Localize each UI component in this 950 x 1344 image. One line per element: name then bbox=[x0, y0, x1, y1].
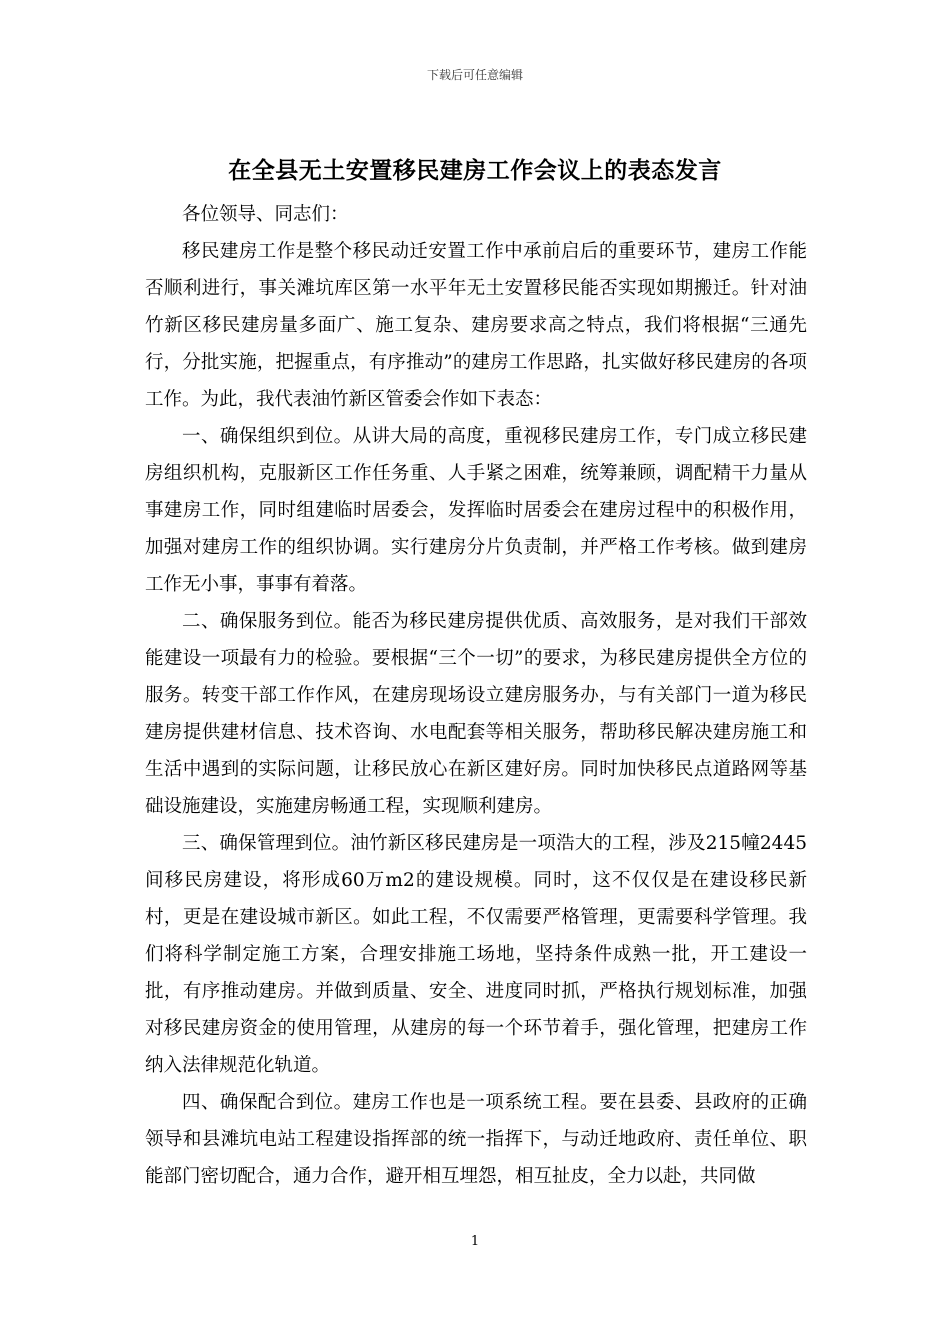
header-note: 下载后可任意编辑 bbox=[426, 68, 523, 82]
document-body bbox=[145, 196, 807, 1195]
document-title: 在全县无土安置移民建房工作会议上的表态发言 bbox=[228, 158, 722, 184]
salutation: 各位领导、同志们： bbox=[182, 204, 349, 225]
paragraph-cooperation: 四、确保配合到位。建房工作也是一项系统工程。要在县委、县政府的正确领导和县滩坑电站工程建设指挥部的统一指挥下，与动迁地政府、责任单位、职能部门密切配合，通力合作，避开相互埋怨，相互扯皮，全力以赴，共同做 bbox=[145, 1092, 807, 1187]
paragraph-organization: 一、确保组织到位。从讲大局的高度，重视移民建房工作，专门成立移民建房组织机构，克服新区工作任务重、人手紧之困难，统筹兼顾，调配精干力量从事建房工作，同时组建临时居委会，发挥临时居委会在建房过程中的积极作用，加强对建房工作的组织协调。实行建房分片负责制，并严格工作考核。做到建房工作无小事，事事有着落。 bbox=[145, 426, 807, 595]
paragraph-management: 三、确保管理到位。油竹新区移民建房是一项浩大的工程，涉及215幢2445间移民房建设，将形成60万m2的建设规模。同时，这不仅仅是在建设移民新村，更是在建设城市新区。如此工程，不仅需要严格管理，更需要科学管理。我们将科学制定施工方案，合理安排施工场地，坚持条件成熟一批，开工建设一批，有序推动建房。并做到质量、安全、进度同时抓，严格执行规划标准，加强对移民建房资金的使用管理，从建房的每一个环节着手，强化管理，把建房工作纳入法律规范化轨道。 bbox=[145, 833, 807, 1076]
paragraph-service: 二、确保服务到位。能否为移民建房提供优质、高效服务，是对我们干部效能建设一项最有力的检验。要根据“三个一切”的要求，为移民建房提供全方位的服务。转变干部工作作风，在建房现场设立建房服务办，与有关部门一道为移民建房提供建材信息、技术咨询、水电配套等相关服务，帮助移民解决建房施工和生活中遇到的实际问题，让移民放心在新区建好房。同时加快移民点道路网等基础设施建设，实施建房畅通工程，实现顺利建房。 bbox=[145, 611, 807, 817]
page-number: 1 bbox=[470, 1234, 480, 1249]
paragraph-intro: 移民建房工作是整个移民动迁安置工作中承前启后的重要环节，建房工作能否顺利进行，事关滩坑库区第一水平年无土安置移民能否实现如期搬迁。针对油竹新区移民建房量多面广、施工复杂、建房要求高之特点，我们将根据“三通先行，分批实施，把握重点，有序推动”的建房工作思路，扎实做好移民建房的各项工作。为此，我代表油竹新区管委会作如下表态： bbox=[145, 241, 807, 410]
